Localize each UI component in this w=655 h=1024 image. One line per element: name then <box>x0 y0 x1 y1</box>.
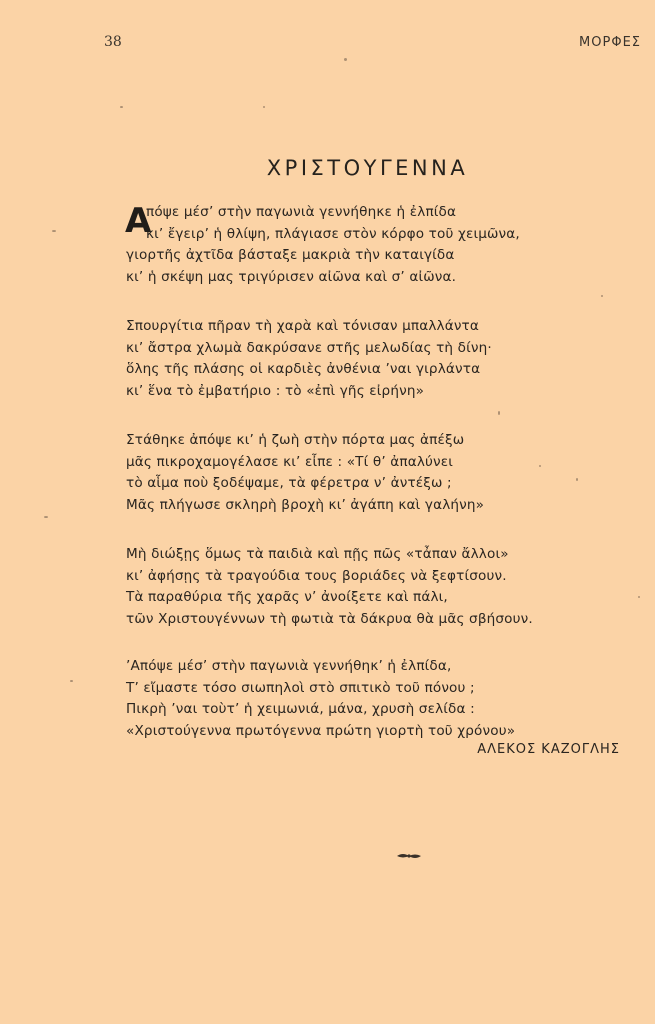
paper-speck <box>263 106 265 108</box>
poem-line: κι’ ἔγειρ’ ἡ θλίψη, πλάγιασε στὸν κόρφο τοῦ χειμῶνα, <box>146 225 520 242</box>
poem-line: κι’ ἕνα τὸ ἐμβατήριο : τὸ «ἐπὶ γῆς εἰρήνη» <box>126 382 425 399</box>
paper-speck <box>498 411 500 415</box>
poem-line: ὅλης τῆς πλάσης οἱ καρδιὲς ἀνθένια ’ναι γιρλάντα <box>126 361 481 378</box>
poem-line: μᾶς πικροχαμογέλασε κι’ εἶπε : «Τί θ’ ἀπαλύνει <box>126 453 454 470</box>
poem-line: Τὰ παραθύρια τῆς χαρᾶς ν’ ἀνοίξετε καὶ πάλι, <box>126 589 448 606</box>
poem-line: Σπουργίτια πῆραν τὴ χαρὰ καὶ τόνισαν μπαλλάντα <box>126 318 480 334</box>
poem-line: κι’ ἡ σκέψη μας τριγύρισεν αἰῶνα καὶ σ’ αἰῶνα. <box>126 268 457 285</box>
paper-speck <box>576 478 578 481</box>
poem-line: Στάθηκε ἀπόψε κι’ ἡ ζωὴ στὴν πόρτα μας ἀπέξω <box>126 432 465 448</box>
poem-line: Μᾶς πλήγωσε σκληρὴ βροχὴ κι’ ἀγάπη καὶ γαλήνη» <box>126 496 485 513</box>
poem-line: τὸ αἷμα ποὺ ξοδέψαμε, τὰ φέρετρα ν’ ἀντέξω ; <box>126 475 452 492</box>
poem-line-text: πόψε μέσ’ στὴν παγωνιὰ γεννήθηκε ἡ ἐλπίδα <box>146 204 457 220</box>
paper-speck <box>539 465 541 467</box>
paper-speck <box>601 295 603 297</box>
poem-line: «Χριστούγεννα πρωτόγεννα πρώτη γιορτὴ τοῦ χρόνου» <box>126 722 516 739</box>
poem-line: κι’ ἄστρα χλωμὰ δακρύσανε στῆς μελωδίας τὴ δίνη· <box>126 339 492 356</box>
stanza-5 <box>126 656 515 742</box>
stanza-1 <box>126 202 520 288</box>
running-title: ΜΟΡΦΕΣ <box>579 35 641 50</box>
page-number: 38 <box>104 34 122 50</box>
poem-title: ΧΡΙΣΤΟΥΓΕΝΝΑ <box>266 156 469 180</box>
poem-line: τῶν Χριστουγέννων τὴ φωτιὰ τὰ δάκρυα θὰ μᾶς σβήσουν. <box>126 610 533 627</box>
poem-line: γιορτῆς ἀχτῖδα βάσταξε μακριὰ τὴν καταιγίδα <box>126 247 455 264</box>
paper-speck <box>70 680 73 682</box>
author-name: ΑΛΕΚΟΣ ΚΑΖΟΓΛΗΣ <box>477 742 620 757</box>
poem-line: Μὴ διώξῃς ὅμως τὰ παιδιὰ καὶ πῇς πῶς «τἆπαν ἄλλοι» <box>126 546 509 562</box>
poem-line: Πικρὴ ’ναι τοὺτ’ ἡ χειμωνιά, μάνα, χρυσὴ σελίδα : <box>126 701 475 718</box>
paper-speck <box>44 516 48 518</box>
poem-line: κι’ ἀφήσῃς τὰ τραγούδια τους βοριάδες νὰ ξεφτίσουν. <box>126 567 507 584</box>
paper-speck <box>52 230 56 232</box>
paper-speck <box>344 58 347 61</box>
stanza-4 <box>126 544 533 630</box>
stanza-2 <box>126 316 492 402</box>
paper-speck <box>120 106 123 108</box>
leaf-ornament-icon <box>396 851 422 861</box>
drop-cap: A <box>125 201 152 241</box>
paper-speck <box>638 596 640 598</box>
poem-line: Τ’ εἴμαστε τόσο σιωπηλοὶ στὸ σπιτικὸ τοῦ πόνου ; <box>126 679 475 696</box>
poem-line: ’Απόψε μέσ’ στὴν παγωνιὰ γεννήθηκ’ ἡ ἐλπίδα, <box>126 658 452 674</box>
stanza-3 <box>126 430 484 516</box>
